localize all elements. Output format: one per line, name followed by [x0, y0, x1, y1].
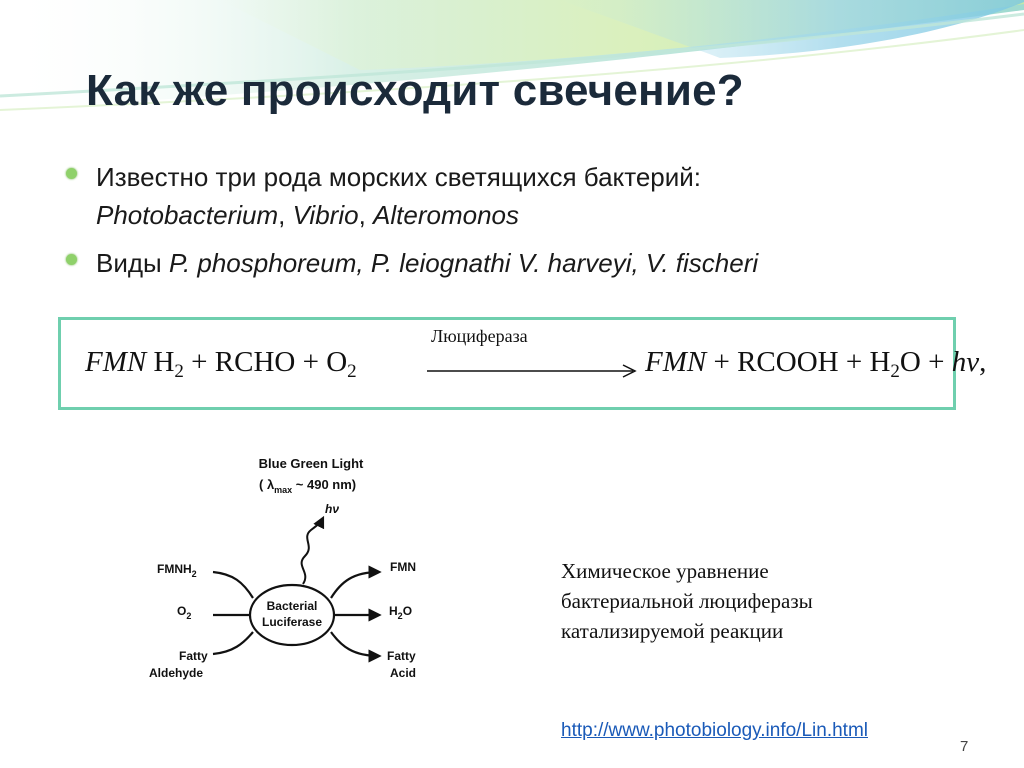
o-sub: 2 — [186, 611, 192, 621]
center-label-1: Bacterial — [266, 599, 318, 613]
fmnh-sub: 2 — [191, 569, 197, 579]
eq-rcooh: + RCOOH + H — [706, 346, 891, 378]
output-arrow-acid — [331, 632, 379, 656]
eq-o: O + — [899, 346, 952, 378]
bullet-species — [64, 244, 964, 282]
h-text: H — [389, 604, 398, 618]
genus-separator: , — [358, 200, 374, 230]
eq-fmn: FMN — [85, 346, 147, 378]
label-fatty-left: Fatty — [179, 649, 208, 663]
equation-reactants — [85, 346, 357, 383]
h-sub: 2 — [397, 611, 403, 621]
input-arrow-aldehyde — [213, 632, 253, 654]
diagram-caption — [561, 556, 921, 646]
caption-line-2: бактериальной люциферазы — [561, 589, 813, 613]
bullet-dot-icon — [66, 168, 77, 179]
eq-fmn: FMN — [645, 346, 707, 378]
bullet-genera-line1: Известно три рода морских светящихся бактерий: — [96, 162, 702, 192]
bullet-list — [64, 158, 964, 282]
eq-sub: 2 — [347, 361, 357, 382]
luciferase-diagram — [143, 432, 439, 730]
lambda-sub: max — [274, 485, 293, 495]
label-fmn: FMN — [390, 560, 416, 574]
enzyme-label: Люциферaза — [431, 326, 528, 346]
eq-hv: hν — [951, 346, 980, 378]
bullet-genera — [64, 158, 964, 234]
output-arrow-fmn — [331, 572, 379, 598]
caption-line-3: катализируемой реакции — [561, 619, 784, 643]
bullet-dot-icon — [66, 254, 77, 265]
eq-rcho: + RCHO + O — [183, 346, 348, 378]
reaction-arrow-icon — [427, 364, 639, 378]
label-aldehyde: Aldehyde — [149, 666, 204, 680]
diagram-lambda — [259, 477, 356, 495]
genus-vibrio: Vibrio — [292, 200, 359, 230]
label-fmnh2 — [157, 562, 197, 579]
genus-alteromonos: Alteromonos — [373, 200, 519, 230]
label-fatty-right: Fatty — [387, 649, 416, 663]
caption-line-1: Химическое уравнение — [561, 559, 769, 583]
bullet-species-prefix: Виды — [96, 248, 169, 278]
input-arrow-fmnh2 — [213, 572, 253, 598]
h2o-o: O — [402, 604, 413, 618]
diagram-light-title: Blue Green Light — [258, 456, 364, 471]
source-link[interactable]: http://www.photobiology.info/Lin.html — [561, 720, 868, 741]
genus-separator: , — [278, 200, 293, 230]
fmnh-text: FMNH — [157, 562, 192, 576]
equation-products — [645, 346, 986, 383]
o-text: O — [177, 604, 187, 618]
label-o2 — [177, 604, 191, 621]
photon-wave-icon — [302, 518, 323, 584]
diagram-hv: hν — [325, 502, 340, 516]
lambda-value: ~ 490 nm) — [292, 477, 357, 492]
eq-h: H — [153, 346, 175, 378]
genus-photobacterium: Photobacterium — [96, 200, 279, 230]
slide-title: Как же происходит свечение? — [86, 66, 744, 115]
center-label-2: Luciferase — [261, 615, 323, 629]
bullet-genera-line2 — [96, 196, 964, 234]
label-acid: Acid — [390, 666, 417, 680]
eq-sub: 2 — [890, 361, 900, 382]
lambda-symbol: ( λ — [259, 477, 275, 492]
label-h2o — [389, 604, 412, 621]
bullet-species-names: P. phosphoreum, P. leiognathi V. harveyi, V. fischeri — [168, 248, 759, 278]
eq-sub: 2 — [174, 361, 184, 382]
page-number: 7 — [960, 738, 969, 755]
eq-comma: , — [979, 346, 987, 378]
